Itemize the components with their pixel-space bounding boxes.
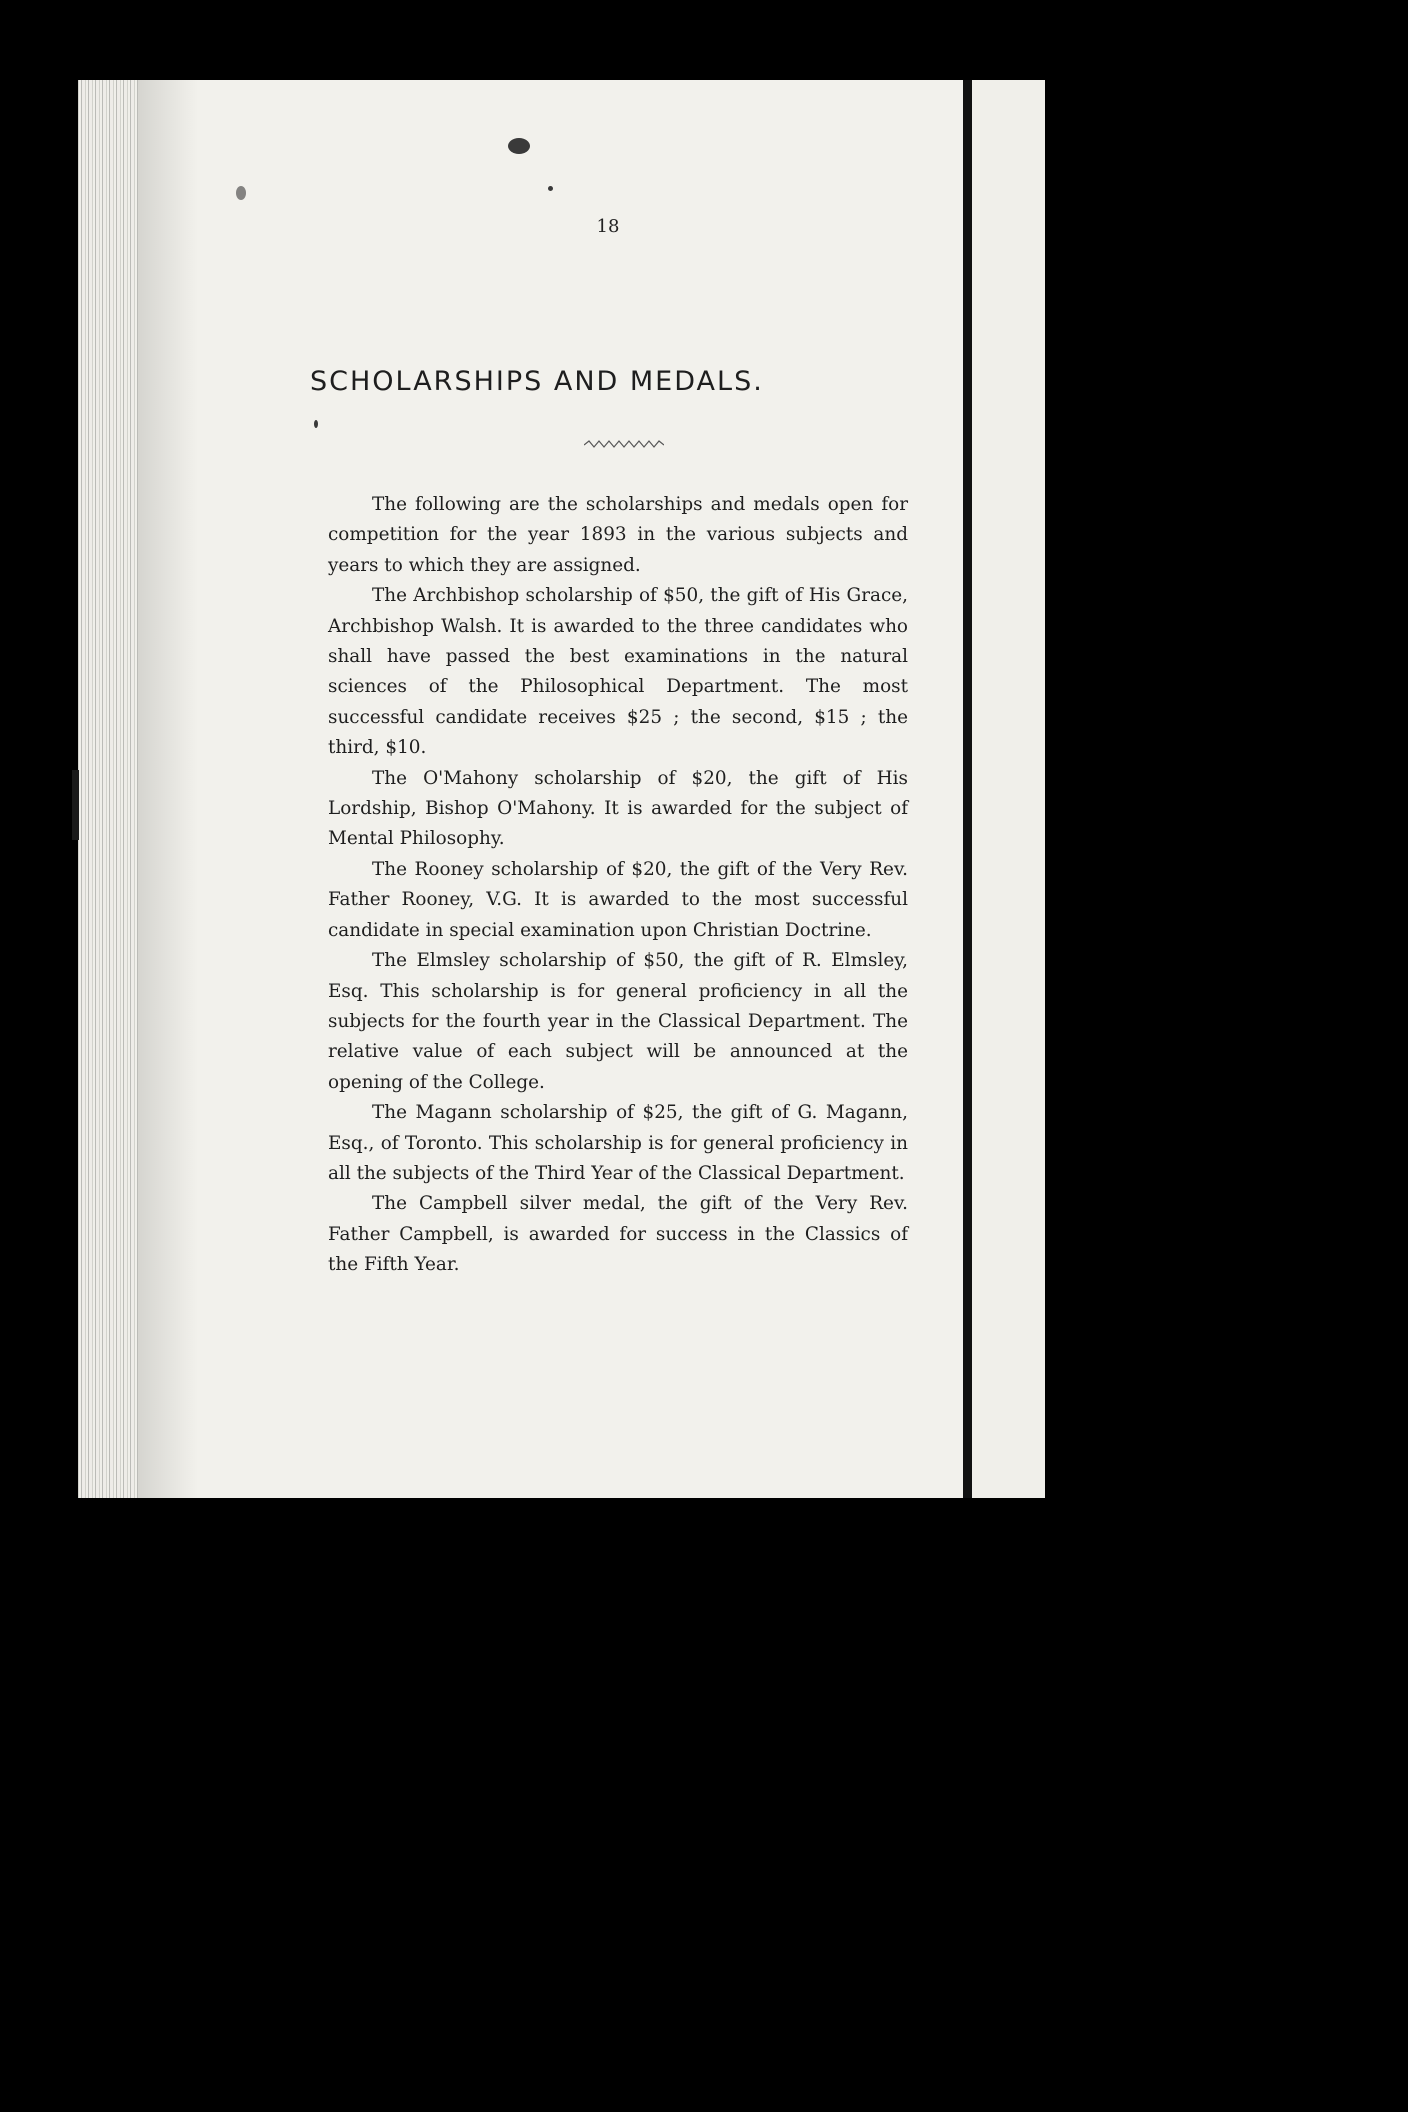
page-edges: [78, 80, 138, 1498]
page-number: 18: [596, 216, 620, 237]
body-text: [328, 490, 908, 1281]
ink-smudge: [508, 138, 530, 154]
paragraph-magann-scholarship: The Magann scholarship of $25, the gift of G. Magann, Esq., of Toronto. This scholarship is for general proficiency in all the subjects of the Third Year of the Classical Department.: [328, 1102, 908, 1184]
page-divider: [963, 80, 972, 1498]
paragraph-elmsley-scholarship: The Elmsley scholarship of $50, the gift of R. Elmsley, Esq. This scholarship is for general proficiency in all the subjects for the fourth year in the Classical Department. The relative value of each subject will be announced at the opening of the College.: [328, 950, 908, 1093]
binding-mark: [72, 770, 79, 840]
ink-smudge: [314, 420, 318, 428]
gutter-shadow: [138, 80, 198, 1498]
paragraph-rooney-scholarship: The Rooney scholarship of $20, the gift of the Very Rev. Father Rooney, V.G. It is awarded to the most successful candidate in special examination upon Christian Doctrine.: [328, 858, 908, 941]
paragraph-archbishop-scholarship: The Archbishop scholarship of $50, the gift of His Grace, Archbishop Walsh. It is awarded to the three candidates who shall have passed the best examinations in the natural sciences of the Philosophical Department. The most successful candidate receives $25 ; the second, $15 ; the third, $10.: [328, 585, 908, 759]
paragraph-campbell-medal: The Campbell silver medal, the gift of the Very Rev. Father Campbell, is awarded for success in the Classics of the Fifth Year.: [328, 1193, 908, 1276]
title-ornament: [584, 440, 664, 450]
ink-smudge: [548, 186, 553, 191]
paragraph-intro: The following are the scholarships and medals open for competition for the year 1893 in the various subjects and years to which they are assigned.: [328, 494, 908, 576]
facing-page-edge: [968, 80, 1045, 1498]
ink-smudge: [236, 186, 246, 200]
section-title: SCHOLARSHIPS AND MEDALS.: [310, 366, 764, 397]
paragraph-omahony-scholarship: The O'Mahony scholarship of $20, the gift of His Lordship, Bishop O'Mahony. It is awarded for the subject of Mental Philosophy.: [328, 767, 908, 850]
